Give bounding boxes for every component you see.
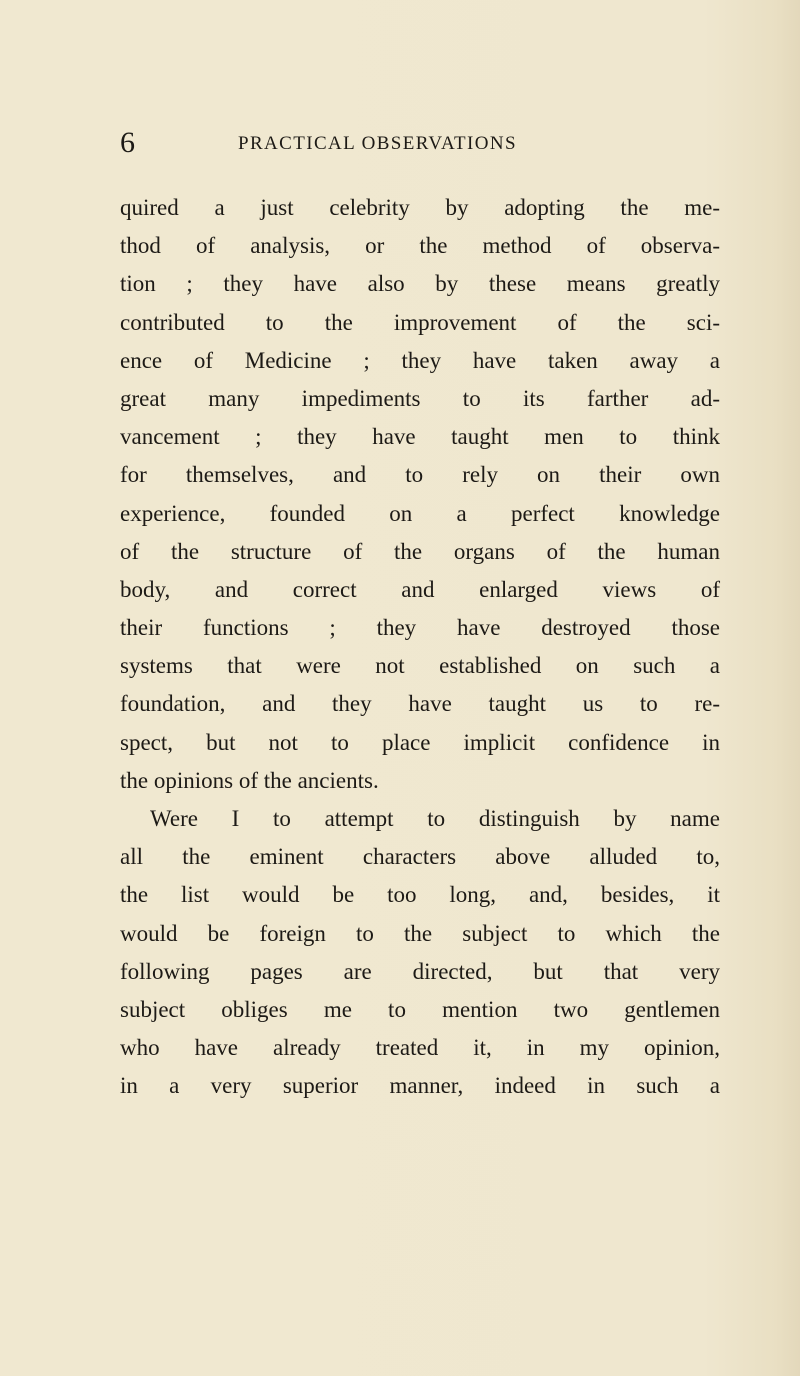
text-line: quired a just celebrity by adopting the me- <box>120 195 720 220</box>
text-line: tion ; they have also by these means greatly <box>120 271 720 297</box>
text-line: thod of analysis, or the method of observa- <box>120 233 720 259</box>
text-line: the list would be too long, and, besides, it <box>120 882 720 908</box>
text-line: the opinions of the ancients. <box>120 767 379 793</box>
text-line: foundation, and they have taught us to re- <box>120 691 720 717</box>
page-number: 6 <box>120 126 135 159</box>
text-line: who have already treated it, in my opinion, <box>120 1035 720 1061</box>
text-line: great many impediments to its farther ad- <box>120 385 720 411</box>
text-line: would be foreign to the subject to which the <box>120 920 720 946</box>
text-line: ence of Medicine ; they have taken away a <box>120 347 720 373</box>
body-text <box>120 189 720 1106</box>
text-line: contributed to the improvement of the sci- <box>120 309 720 335</box>
text-line: systems that were not established on such a <box>120 653 720 679</box>
text-line: for themselves, and to rely on their own <box>120 462 720 488</box>
text-line: experience, founded on a perfect knowledge <box>120 500 720 526</box>
text-line: spect, but not to place implicit confidence in <box>120 729 720 755</box>
text-line: all the eminent characters above alluded to, <box>120 844 720 870</box>
text-line: in a very superior manner, indeed in such a <box>120 1073 720 1099</box>
text-line: body, and correct and enlarged views of <box>120 576 720 602</box>
page-header <box>120 124 640 164</box>
text-line: subject obliges me to mention two gentlemen <box>120 996 720 1022</box>
text-line: vancement ; they have taught men to think <box>120 424 720 450</box>
text-line: following pages are directed, but that very <box>120 958 720 984</box>
paragraph-start-line: Were I to attempt to distinguish by name <box>150 806 720 831</box>
running-head: PRACTICAL OBSERVATIONS <box>238 133 517 154</box>
text-line: of the structure of the organs of the human <box>120 538 720 564</box>
text-line: their functions ; they have destroyed those <box>120 615 720 641</box>
